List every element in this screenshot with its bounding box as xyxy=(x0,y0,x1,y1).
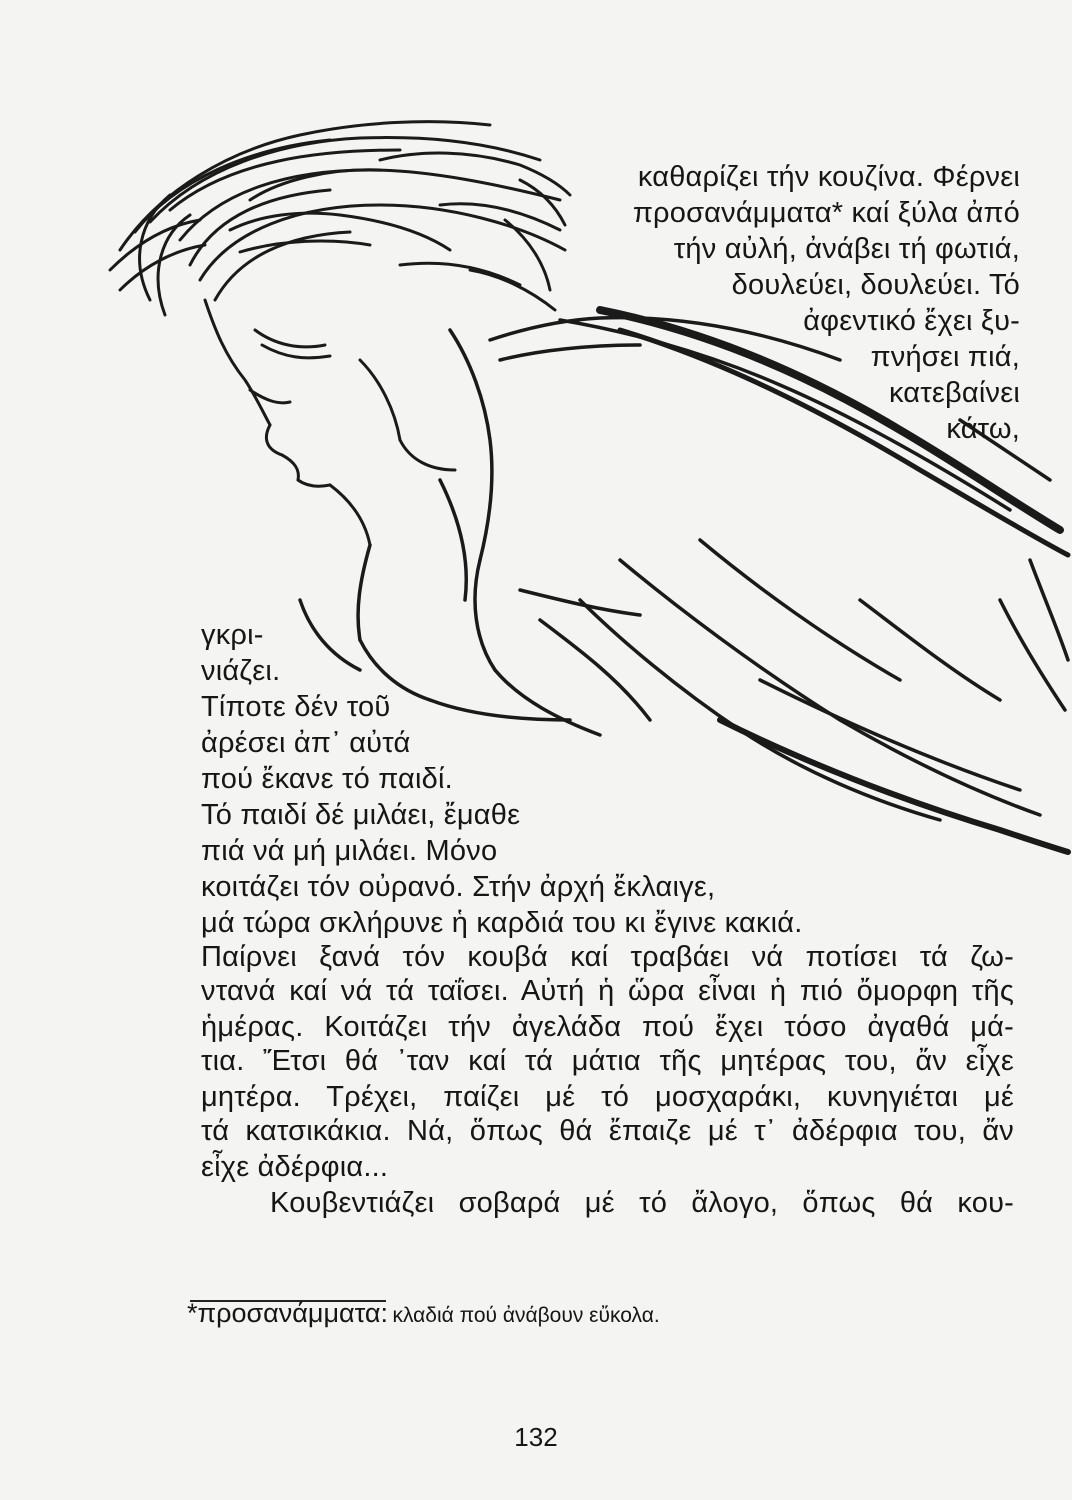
text-line: ἀρέσει ἀπ᾽ αὐτά xyxy=(201,727,411,759)
footnote-term: προσανάμματα: xyxy=(197,1298,389,1328)
text-line: Τίποτε δέν τοῦ xyxy=(201,691,391,723)
text-line: κατεβαίνει xyxy=(888,377,1020,409)
footnote-marker: * xyxy=(187,1298,198,1328)
text-line: νιάζει. xyxy=(201,655,281,687)
text-line: Παίρνει ξανά τόν κουβά καί τραβάει νά ποτίσει τά ζω- xyxy=(201,941,1014,973)
hair-strokes xyxy=(110,122,570,315)
text-line: τά κατσικάκια. Νά, ὅπως θά ἔπαιζε μέ τ᾽ ἀδέρφια του, ἄν xyxy=(201,1115,1014,1147)
text-line: Τό παιδί δέ μιλάει, ἔμαθε xyxy=(201,799,521,831)
text-line: πού ἔκανε τό παιδί. xyxy=(201,763,453,795)
text-line: καθαρίζει τήν κουζίνα. Φέρνει xyxy=(637,161,1020,193)
text-line: προσανάμματα* καί ξύλα ἀπό xyxy=(632,197,1020,229)
text-line: πιά νά μή μιλάει. Μόνο xyxy=(201,835,498,867)
footnote-text: κλαδιά πού ἀνάβουν εὔκολα. xyxy=(392,1304,660,1327)
text-line: μά τώρα σκλήρυνε ἡ καρδιά του κι ἔγινε κακιά. xyxy=(201,907,803,939)
text-line: τήν αὐλή, ἀνάβει τή φωτιά, xyxy=(673,233,1020,265)
face-strokes xyxy=(205,300,455,545)
text-line: δουλεύει, δουλεύει. Τό xyxy=(731,269,1020,301)
text-line: ντανά καί νά τά ταΐσει. Αὐτή ἡ ὥρα εἶναι ἡ πιό ὄμορφη τῆς xyxy=(201,975,1014,1007)
text-line: μητέρα. Τρέχει, παίζει μέ τό μοσχαράκι, κυνηγιέται μέ xyxy=(201,1081,1014,1113)
footnote xyxy=(187,1298,660,1329)
text-line: κοιτάζει τόν οὐρανό. Στήν ἀρχή ἔκλαιγε, xyxy=(201,871,716,903)
text-line: κάτω, xyxy=(946,413,1020,445)
text-line: εἶχε ἀδέρφια... xyxy=(201,1151,389,1183)
text-line: γκρι- xyxy=(201,619,264,651)
paragraph-first-line: Κουβεντιάζει σοβαρά μέ τό ἄλογο, ὅπως θά κου- xyxy=(270,1187,1014,1219)
page-number: 132 xyxy=(514,1422,558,1452)
text-line: ἀφεντικό ἔχει ξυ- xyxy=(803,305,1020,337)
text-line: πνήσει πιά, xyxy=(870,341,1020,373)
text-line: τια. Ἔτσι θά ᾽ταν καί τά μάτια τῆς μητέρας του, ἄν εἶχε xyxy=(201,1045,1014,1077)
text-line: ἡμέρας. Κοιτάζει τήν ἀγελάδα πού ἔχει τόσο ἀγαθά μά- xyxy=(201,1011,1014,1043)
